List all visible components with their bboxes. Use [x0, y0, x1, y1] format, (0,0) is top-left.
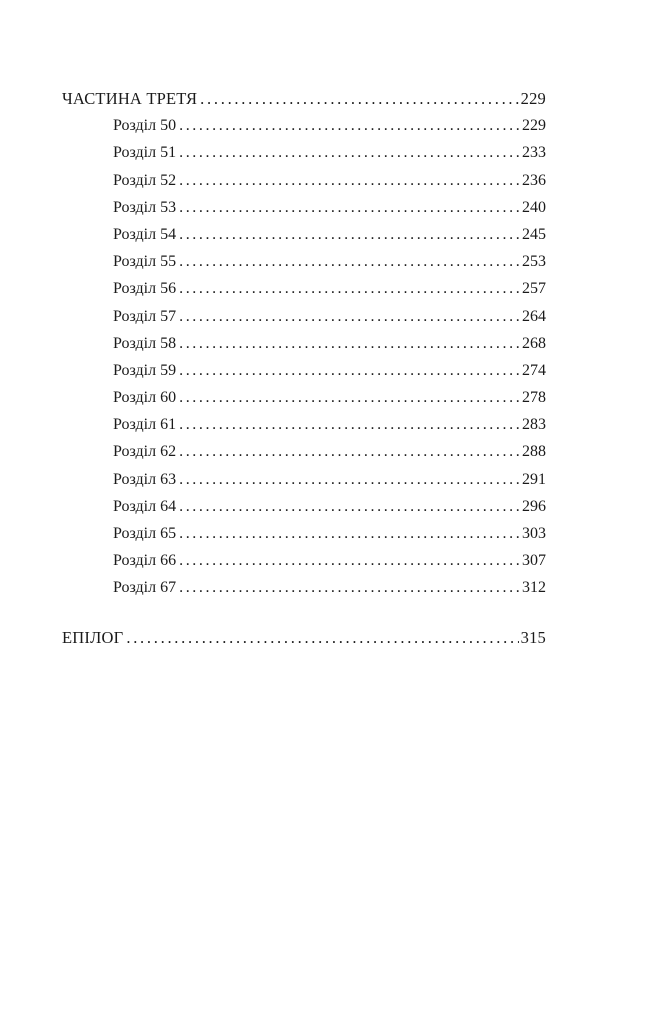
- dot-leader: [179, 574, 520, 601]
- toc-entry-title: Розділ 55: [113, 253, 177, 271]
- toc-entry-page: 315: [520, 627, 546, 647]
- dot-leader: [179, 357, 520, 384]
- toc-entry-chapter[interactable]: [62, 275, 546, 302]
- dot-leader: [179, 221, 520, 248]
- toc-entry-chapter[interactable]: [62, 139, 546, 166]
- dot-leader: [179, 112, 520, 139]
- toc-entry-title: Розділ 57: [113, 307, 177, 325]
- dot-leader: [200, 85, 518, 112]
- toc-entry-chapter[interactable]: [62, 303, 546, 330]
- dot-leader: [179, 303, 520, 330]
- toc-entry-page: 291: [522, 470, 546, 488]
- toc-entry-page: 288: [522, 443, 546, 461]
- toc-entry-title: Розділ 52: [113, 171, 177, 189]
- toc-entry-page: 296: [522, 497, 546, 515]
- toc-entry-page: 274: [522, 361, 546, 379]
- toc-entry-page: 307: [522, 552, 546, 570]
- toc-entry-chapter[interactable]: [62, 330, 546, 357]
- toc-entry-title: ЕПІЛОГ: [62, 627, 124, 647]
- toc-entry-title: Розділ 63: [113, 470, 177, 488]
- toc-entry-page: 278: [522, 389, 546, 407]
- toc-entry-chapter[interactable]: [62, 248, 546, 275]
- toc-entry-page: 264: [522, 307, 546, 325]
- toc-entry-part-three[interactable]: [62, 85, 546, 112]
- toc-entry-title: Розділ 65: [113, 525, 177, 542]
- toc-entry-chapter[interactable]: [62, 384, 546, 411]
- toc-entry-chapter[interactable]: [62, 167, 546, 194]
- toc-entry-chapter[interactable]: [62, 194, 546, 221]
- toc-entry-title: Розділ 51: [113, 144, 177, 162]
- dot-leader: [179, 547, 520, 574]
- toc-entry-chapter[interactable]: [62, 520, 546, 547]
- toc-entry-chapter[interactable]: [62, 466, 546, 493]
- toc-entry-title: Розділ 54: [113, 225, 177, 243]
- table-of-contents: [62, 85, 546, 651]
- dot-leader: [179, 493, 520, 520]
- toc-entry-page: 245: [522, 225, 546, 243]
- dot-leader: [126, 624, 518, 651]
- toc-entry-page: 240: [522, 198, 546, 216]
- toc-entry-page: 257: [522, 280, 546, 298]
- toc-entry-title: Розділ 60: [113, 389, 177, 407]
- toc-entry-title: Розділ 53: [113, 198, 177, 216]
- toc-entry-page: 303: [522, 525, 546, 542]
- toc-entry-chapter[interactable]: [62, 112, 546, 139]
- toc-entry-chapter[interactable]: [62, 411, 546, 438]
- toc-entry-chapter[interactable]: [62, 221, 546, 248]
- toc-entry-title: Розділ 56: [113, 280, 177, 298]
- toc-entry-page: 312: [522, 579, 546, 597]
- toc-entry-chapter[interactable]: [62, 438, 546, 465]
- toc-entry-chapter[interactable]: [62, 574, 546, 601]
- dot-leader: [179, 330, 520, 357]
- toc-entry-title: Розділ 62: [113, 443, 177, 461]
- dot-leader: [179, 520, 520, 547]
- toc-entry-title: Розділ 50: [113, 117, 177, 135]
- dot-leader: [179, 384, 520, 411]
- dot-leader: [179, 167, 520, 194]
- dot-leader: [179, 248, 520, 275]
- toc-entry-page: 253: [522, 253, 546, 271]
- toc-entry-page: 233: [522, 144, 546, 162]
- toc-entry-page: 229: [522, 117, 546, 135]
- toc-entry-epilogue[interactable]: [62, 624, 546, 651]
- toc-entry-title: Розділ 59: [113, 361, 177, 379]
- toc-entry-page: 236: [522, 171, 546, 189]
- toc-entry-title: Розділ 67: [113, 579, 177, 597]
- dot-leader: [179, 275, 520, 302]
- dot-leader: [179, 438, 520, 465]
- dot-leader: [179, 411, 520, 438]
- toc-entry-title: Розділ 66: [113, 552, 177, 570]
- toc-entry-chapter[interactable]: [62, 357, 546, 384]
- toc-entry-title: ЧАСТИНА ТРЕТЯ: [62, 89, 198, 108]
- dot-leader: [179, 466, 520, 493]
- toc-entry-title: Розділ 58: [113, 334, 177, 352]
- toc-entry-chapter[interactable]: [62, 493, 546, 520]
- toc-entry-page: 283: [522, 416, 546, 434]
- dot-leader: [179, 194, 520, 221]
- dot-leader: [179, 139, 520, 166]
- toc-entry-page: 268: [522, 334, 546, 352]
- toc-entry-title: Розділ 64: [113, 497, 177, 515]
- toc-entry-title: Розділ 61: [113, 416, 177, 434]
- toc-entry-page: 229: [520, 89, 546, 108]
- toc-entry-chapter[interactable]: [62, 547, 546, 574]
